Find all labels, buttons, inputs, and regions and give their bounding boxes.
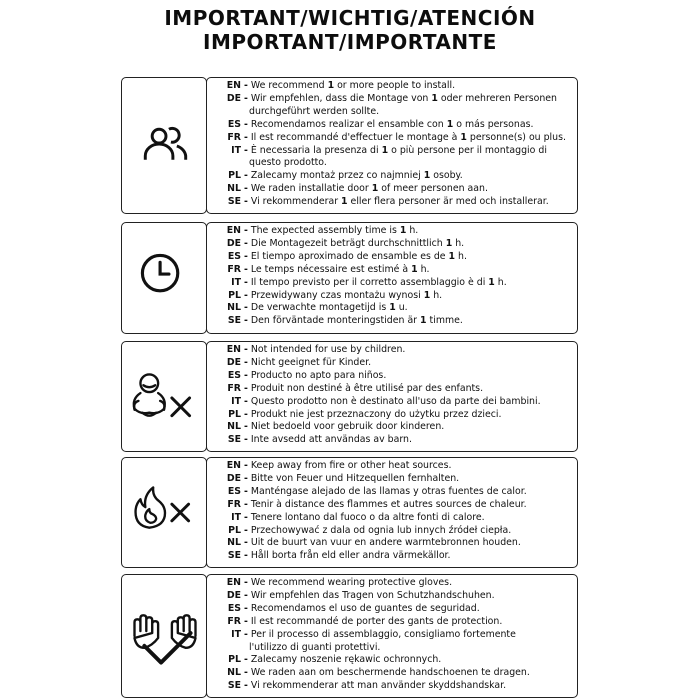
text-line: FR - Il est recommandé d'effectuer le montage à 1 personne(s) ou plus. (227, 131, 566, 143)
text-line: NL - Niet bedoeld voor gebruik door kinderen. (227, 421, 445, 433)
text-line: SE - Den förväntade monteringstiden är 1 timme. (227, 315, 463, 327)
text-cell (206, 457, 578, 568)
text-line: ES - Manténgase alejado de las llamas y otras fuentes de calor. (227, 485, 527, 497)
two-people-icon (122, 78, 208, 213)
section-assembly-time (121, 222, 578, 334)
text-line: NL - We raden installatie door 1 of meer personen aan. (227, 183, 488, 195)
section-fire-warning (121, 457, 578, 568)
gloves-icon (122, 575, 208, 697)
text-line: SE - Vi rekommenderar 1 eller flera personer är med och installerar. (227, 196, 549, 208)
text-line: DE - Bitte von Feuer und Hitzequellen fernhalten. (226, 472, 460, 484)
text-line: DE - Nicht geeignet für Kinder. (226, 356, 372, 368)
text-line: questo prodotto. (249, 157, 327, 169)
text-line: PL - Zalecamy noszenie rękawic ochronnych. (228, 654, 442, 666)
text-line: NL - We raden aan om beschermende handschoenen te dragen. (227, 667, 530, 679)
text-line: ES - Recomendamos el uso de guantes de seguridad. (227, 602, 480, 614)
text-line: EN - The expected assembly time is 1 h. (226, 225, 419, 236)
text-line: l'utilizzo di guanti protettivi. (249, 641, 381, 653)
text-line: FR - Produit non destiné à être utilisé par des enfants. (227, 382, 484, 394)
text-line: FR - Il est recommandé de porter des gants de protection. (227, 615, 503, 627)
text-line: EN - Not intended for use by children. (226, 344, 406, 355)
icon-cell (121, 341, 207, 452)
text-cell (206, 574, 578, 698)
text-line: IT - Questo prodotto non è destinato all'uso da parte dei bambini. (231, 395, 541, 407)
text-line: PL - Zalecamy montaż przez co najmniej 1 osoby. (228, 170, 463, 182)
text-line: FR - Le temps nécessaire est estimé à 1 h. (227, 263, 430, 275)
section-gloves (121, 574, 578, 698)
header-title-line2: IMPORTANT/IMPORTANTE (203, 30, 497, 54)
text-line: PL - Produkt nie jest przeznaczony do użytku przez dzieci. (228, 408, 502, 420)
text-line: DE - Wir empfehlen, dass die Montage von 1 oder mehreren Personen (226, 92, 557, 104)
text-cell (206, 341, 578, 452)
no-fire-icon (122, 458, 208, 567)
text-line: IT - È necessaria la presenza di 1 o più persone per il montaggio di (231, 144, 547, 156)
text-line: ES - Recomendamos realizar el ensamble con 1 o más personas. (227, 118, 534, 130)
text-line: ES - Producto no apto para niños. (227, 369, 387, 381)
text-line: durchgeführt werden sollte. (249, 105, 380, 117)
text-line: NL - De verwachte montagetijd is 1 u. (227, 302, 408, 314)
text-line: FR - Tenir à distance des flammes et autres sources de chaleur. (227, 498, 527, 510)
text-line: EN - Keep away from fire or other heat sources. (226, 460, 452, 471)
text-line: IT - Per il processo di assemblaggio, consigliamo fortemente (231, 628, 516, 640)
text-line: NL - Uit de buurt van vuur en andere warmtebronnen houden. (227, 537, 521, 549)
text-line: EN - We recommend 1 or more people to install. (226, 80, 456, 91)
no-children-icon (122, 342, 208, 451)
text-line: DE - Wir empfehlen das Tragen von Schutzhandschuhen. (226, 589, 495, 601)
clock-icon (122, 223, 208, 333)
text-line: SE - Vi rekommenderar att man använder skyddshandskar. (227, 680, 507, 692)
header-title-line1: IMPORTANT/WICHTIG/ATENCIÓN (164, 6, 536, 30)
text-line: EN - We recommend wearing protective gloves. (226, 577, 453, 588)
header (0, 6, 700, 54)
text-line: SE - Inte avsedd att användas av barn. (227, 434, 412, 446)
text-line: SE - Håll borta från eld eller andra värmekällor. (227, 550, 451, 562)
text-line: IT - Il tempo previsto per il corretto assemblaggio è di 1 h. (231, 276, 507, 288)
icon-cell (121, 457, 207, 568)
text-cell (206, 77, 578, 214)
text-cell (206, 222, 578, 334)
text-line: PL - Przechowywać z dala od ognia lub innych źródeł ciepła. (228, 524, 512, 536)
section-install-people (121, 77, 578, 214)
icon-cell (121, 574, 207, 698)
text-line: PL - Przewidywany czas montażu wynosi 1 h. (228, 289, 443, 301)
text-line: ES - El tiempo aproximado de ensamble es de 1 h. (227, 250, 467, 262)
section-children-warning (121, 341, 578, 452)
icon-cell (121, 222, 207, 334)
text-line: DE - Die Montagezeit beträgt durchschnittlich 1 h. (226, 237, 465, 249)
text-line: IT - Tenere lontano dal fuoco o da altre fonti di calore. (231, 511, 485, 523)
icon-cell (121, 77, 207, 214)
